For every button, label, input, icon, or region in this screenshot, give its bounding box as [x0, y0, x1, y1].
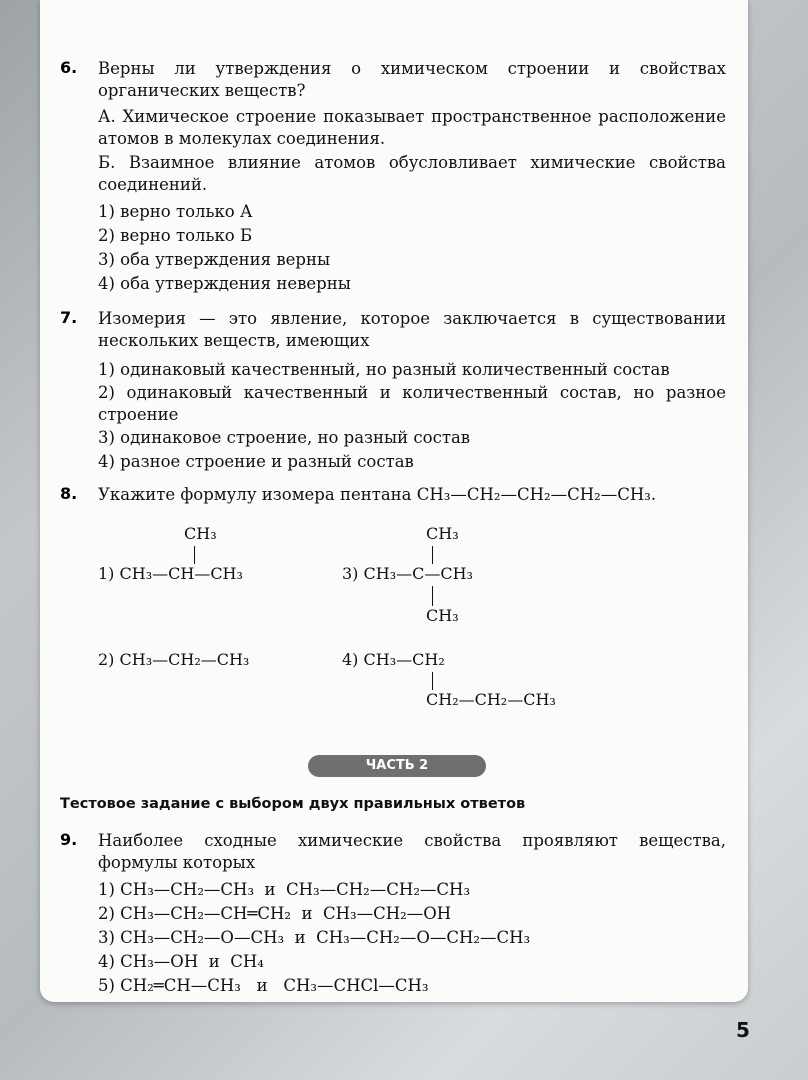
- substituent-top: CH₃: [426, 524, 459, 543]
- bond-line: [432, 586, 433, 606]
- answer-option[interactable]: 2) CH₃—CH₂—CH═CH₂ и CH₃—CH₂—OH: [98, 904, 452, 923]
- question-7: [60, 308, 726, 474]
- question-number: 6.: [60, 58, 78, 77]
- substituent-top: CH₃: [184, 524, 217, 543]
- answer-option[interactable]: 5) CH₂═CH—CH₃ и CH₃—CHCl—CH₃: [98, 976, 429, 995]
- answer-option[interactable]: 1) одинаковый качественный, но разный количественный состав: [98, 360, 670, 379]
- textbook-page: [40, 0, 748, 1002]
- formula-main: 2) CH₃—CH₂—CH₃: [98, 650, 250, 669]
- question-8: [60, 484, 726, 506]
- bond-line: [432, 546, 433, 564]
- part-2-badge: ЧАСТЬ 2: [308, 755, 486, 777]
- answer-option[interactable]: 2) одинаковый качественный и количественный состав, но разное строение: [98, 383, 726, 424]
- answer-option[interactable]: 2) верно только Б: [98, 226, 253, 245]
- answer-option[interactable]: 1) CH₃—CH₂—CH₃ и CH₃—CH₂—CH₂—CH₃: [98, 880, 471, 899]
- formula-main: 1) CH₃—CH—CH₃: [98, 564, 243, 583]
- section-title: Тестовое задание с выбором двух правильных ответов: [60, 796, 526, 812]
- answer-option[interactable]: 4) оба утверждения неверны: [98, 274, 351, 293]
- page-number: 5: [736, 1018, 750, 1042]
- question-9: [60, 830, 726, 998]
- question-6: [60, 58, 726, 296]
- question-text: Наиболее сходные химические свойства проявляют вещества, формулы которых: [98, 831, 726, 872]
- question-number: 8.: [60, 484, 78, 503]
- formula-main: 4) CH₃—CH₂: [342, 650, 445, 669]
- answer-option[interactable]: 1) верно только А: [98, 202, 253, 221]
- statement-a: А. Химическое строение показывает пространственное расположение атомов в молекулах соединения.: [98, 107, 726, 148]
- question-number: 7.: [60, 308, 78, 327]
- answer-option[interactable]: 3) одинаковое строение, но разный состав: [98, 428, 471, 447]
- answer-option[interactable]: 4) разное строение и разный состав: [98, 452, 414, 471]
- answer-option[interactable]: 4) CH₃—OH и CH₄: [98, 952, 264, 971]
- bond-line: [194, 546, 195, 564]
- substituent-bottom: CH₃: [426, 606, 459, 625]
- answer-option[interactable]: 3) CH₃—CH₂—O—CH₃ и CH₃—CH₂—O—CH₂—CH₃: [98, 928, 531, 947]
- question-number: 9.: [60, 830, 78, 849]
- substituent-chain: CH₂—CH₂—CH₃: [426, 690, 556, 709]
- question-text: Изомерия — это явление, которое заключается в существовании нескольких веществ, имеющих: [98, 309, 726, 350]
- bond-line: [432, 672, 433, 690]
- statement-b: Б. Взаимное влияние атомов обусловливает химические свойства соединений.: [98, 153, 726, 194]
- question-text: Укажите формулу изомера пентана CH₃—CH₂—CH₂—CH₂—CH₃.: [98, 485, 657, 504]
- answer-option[interactable]: 3) оба утверждения верны: [98, 250, 331, 269]
- formula-main: 3) CH₃—C—CH₃: [342, 564, 473, 583]
- question-text: Верны ли утверждения о химическом строении и свойствах органических веществ?: [98, 59, 726, 100]
